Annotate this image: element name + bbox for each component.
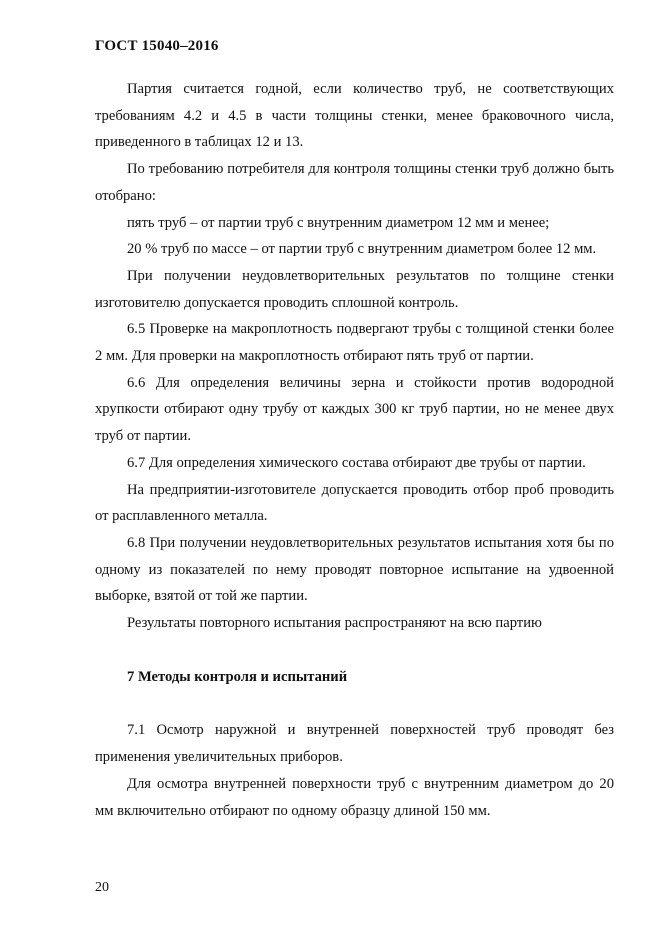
paragraph-6-6: 6.6 Для определения величины зерна и стойкости против водородной хрупкости отбирают одну трубу от каждых 300 кг труб партии, но не менее двух труб от партии. xyxy=(95,374,614,445)
paragraph-6-5: 6.5 Проверке на макроплотность подвергают трубы с толщиной стенки более 2 мм. Для проверки на макроплотность отбирают пять труб от партии. xyxy=(95,321,614,365)
paragraph-consumer-request: По требованию потребителя для контроля толщины стенки труб должно быть отобрано: xyxy=(95,161,614,204)
paragraph-7-1: 7.1 Осмотр наружной и внутренней поверхностей труб проводят без применения увеличительных приборов. xyxy=(95,722,614,766)
paragraph-unsatisfactory-thickness: При получении неудовлетворительных результатов по толщине стенки изготовителю допускается проводить сплошной контроль. xyxy=(95,267,614,311)
section-heading: 7 Методы контроля и испытаний xyxy=(127,668,348,685)
document-header: ГОСТ 15040–2016 xyxy=(95,38,219,54)
paragraph-retest-results: Результаты повторного испытания распространяют на всю партию xyxy=(127,615,542,632)
paragraph-6-8: 6.8 При получении неудовлетворительных результатов испытания хотя бы по одному из показателей по нему проводят повторное испытание на удвоенной выборке, взятой от той же партии. xyxy=(95,534,614,605)
paragraph-sampling-melt: На предприятии-изготовителе допускается проводить отбор проб проводить от расплавленного металла. xyxy=(95,481,614,525)
document-body xyxy=(95,76,614,824)
paragraph-batch-acceptance: Партия считается годной, если количество труб, не соответствующих требованиям 4.2 и 4.5 в части толщины стенки, менее браковочного числа, приведенного в таблицах 12 и 13. xyxy=(95,81,614,151)
paragraph-five-tubes: пять труб – от партии труб с внутренним диаметром 12 мм и менее; xyxy=(127,214,550,231)
page-number: 20 xyxy=(95,880,109,895)
paragraph-inner-surface: Для осмотра внутренней поверхности труб с внутренним диаметром до 20 мм включительно отбирают по одному образцу длиной 150 мм. xyxy=(95,775,614,819)
paragraph-twenty-percent: 20 % труб по массе – от партии труб с внутренним диаметром более 12 мм. xyxy=(127,241,597,258)
paragraph-6-7: 6.7 Для определения химического состава отбирают две трубы от партии. xyxy=(127,454,586,471)
